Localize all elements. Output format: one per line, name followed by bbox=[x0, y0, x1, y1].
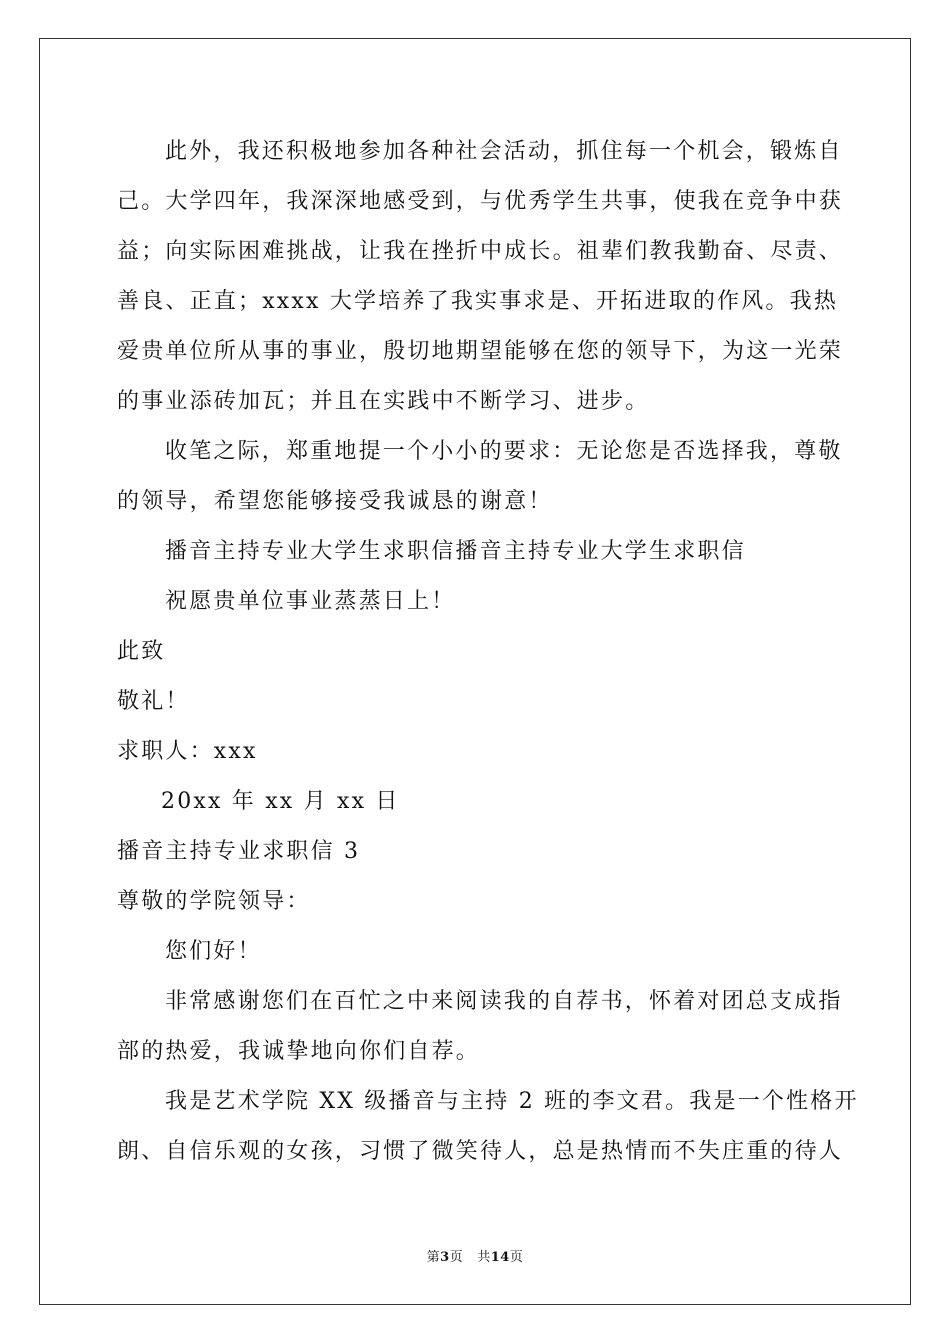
paragraph-line: 此外，我还积极地参加各种社会活动，抓住每一个机会，锻炼自 bbox=[165, 139, 843, 164]
paragraph-line: 爱贵单位所从事的事业，殷切地期望能够在您的领导下，为这一光荣 bbox=[117, 339, 844, 364]
title-repeat-line: 播音主持专业大学生求职信播音主持专业大学生求职信 bbox=[165, 539, 746, 564]
closing-line: 此致 bbox=[117, 639, 166, 664]
paragraph-line: 非常感谢您们在百忙之中来阅读我的自荐书，怀着对团总支成指 bbox=[165, 989, 843, 1014]
signer-line: 求职人：xxx bbox=[117, 739, 258, 764]
date-line: 20xx 年 xx 月 xx 日 bbox=[161, 789, 400, 814]
page-footer bbox=[0, 1246, 950, 1265]
wish-line: 祝愿贵单位事业蒸蒸日上！ bbox=[165, 589, 456, 614]
footer-page-number: 3 bbox=[440, 1250, 450, 1265]
paragraph-line: 善良、正直；xxxx 大学培养了我实事求是、开拓进取的作风。我热 bbox=[117, 289, 839, 314]
paragraph-line: 我是艺术学院 XX 级播音与主持 2 班的李文君。我是一个性格开 bbox=[165, 1089, 859, 1114]
footer-total-number: 14 bbox=[490, 1250, 510, 1265]
footer-total-suffix: 页 bbox=[509, 1250, 524, 1265]
paragraph-line: 朗、自信乐观的女孩，习惯了微笑待人，总是热情而不失庄重的待人 bbox=[117, 1139, 844, 1164]
footer-page-prefix: 第 bbox=[426, 1250, 441, 1265]
closing-line: 敬礼！ bbox=[117, 689, 190, 714]
salutation-line: 尊敬的学院领导： bbox=[117, 889, 311, 914]
greeting-line: 您们好！ bbox=[165, 939, 262, 964]
paragraph-line: 部的热爱，我诚挚地向你们自荐。 bbox=[117, 1039, 481, 1064]
paragraph-line: 的领导，希望您能够接受我诚恳的谢意！ bbox=[117, 489, 553, 514]
section-heading: 播音主持专业求职信 3 bbox=[117, 839, 361, 864]
document-body bbox=[117, 127, 859, 1177]
paragraph-line: 己。大学四年，我深深地感受到，与优秀学生共事，使我在竞争中获 bbox=[117, 189, 844, 214]
footer-total-prefix: 共 bbox=[477, 1250, 491, 1265]
paragraph-line: 收笔之际，郑重地提一个小小的要求：无论您是否选择我，尊敬 bbox=[165, 439, 843, 464]
footer-page-suffix: 页 bbox=[449, 1250, 464, 1265]
paragraph-line: 益；向实际困难挑战，让我在挫折中成长。祖辈们教我勤奋、尽责、 bbox=[117, 239, 844, 264]
paragraph-line: 的事业添砖加瓦；并且在实践中不断学习、进步。 bbox=[117, 389, 650, 414]
